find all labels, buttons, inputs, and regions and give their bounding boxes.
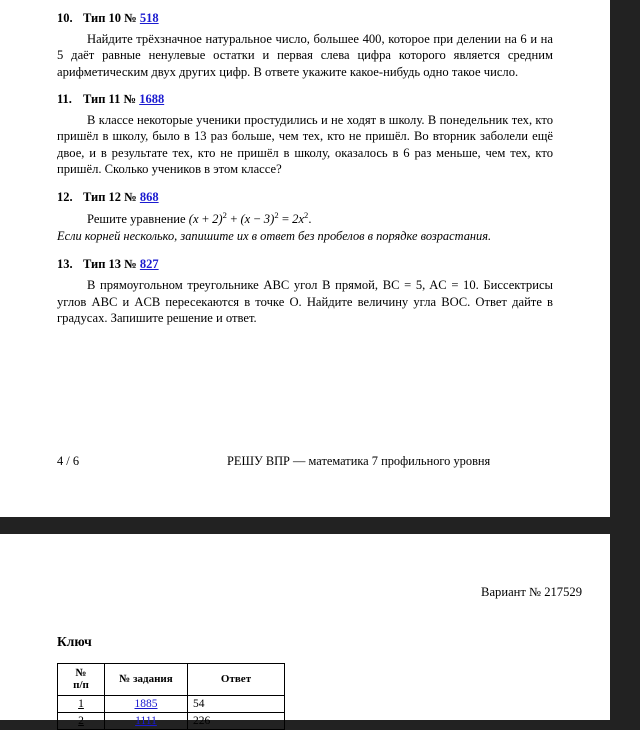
task-heading-13 <box>57 257 553 272</box>
cell-row-number <box>58 695 105 712</box>
task-block-10 <box>57 11 553 80</box>
task-id-link-11[interactable]: 1688 <box>139 92 165 107</box>
task-type-label-11: Тип 11 № <box>83 92 137 107</box>
task-heading-11 <box>57 92 553 107</box>
task-number-10: 10. <box>57 11 73 25</box>
task-id-link-12[interactable]: 868 <box>139 189 159 204</box>
task-spacer-10-11 <box>57 80 553 92</box>
column-header-task-id: № задания <box>105 664 188 696</box>
table-row <box>58 695 285 712</box>
task-block-13 <box>57 257 553 326</box>
column-header-row-number-line2: п/п <box>73 679 89 692</box>
row-number-link[interactable]: 2 <box>78 714 84 727</box>
task-id-link[interactable]: 1885 <box>134 697 158 710</box>
task-block-11 <box>57 92 553 177</box>
cell-answer: 54 <box>188 695 285 712</box>
task-block-12 <box>57 190 553 245</box>
column-header-answer: Ответ <box>188 664 285 696</box>
cell-answer: 226 <box>188 712 285 729</box>
footer-page-number: 4 / 6 <box>57 454 80 468</box>
task-number-12: 12. <box>57 189 73 204</box>
top-spacer <box>57 0 553 11</box>
answer-key-title: Ключ <box>57 634 92 649</box>
document-page-2 <box>0 534 610 727</box>
answer-key-table-body <box>58 695 285 729</box>
task-text-12-prefix: Решите уравнение <box>87 211 189 226</box>
footer-document-title: РЕШУ ВПР — математика 7 профильного уровня <box>227 454 491 468</box>
column-header-row-number <box>58 664 105 696</box>
task-id-link-10[interactable]: 518 <box>139 11 159 25</box>
table-header-row <box>58 664 285 696</box>
task-text-13: В прямоугольном треугольнике ABC угол B прямой, BC = 5, AC = 10. Биссектрисы углов ABC и ACB пересекаются в точке O. Найдите величину угла BOC. Ответ дайте в градусах. Запишите решение и ответ. <box>57 278 553 325</box>
task-id-link-13[interactable]: 827 <box>139 257 159 272</box>
task-number-13: 13. <box>57 257 73 272</box>
column-header-row-number-line1: № <box>75 667 87 679</box>
task-type-label-13: Тип 13 № <box>83 257 137 272</box>
task-number-11: 11. <box>57 92 72 107</box>
task-type-label-10: Тип 10 № <box>83 11 137 25</box>
task-text-11: В классе некоторые ученики простудились и не ходят в школу. В понедельник тех, кто пришёл в школу, было в 13 раз больше, чем тех, кто не пришёл. Во вторник заболели ещё двое, и в результате тех, кто не пришёл в школу, оказалось в 6 раз меньше, чем тех, кто пришёл. Сколько учеников в этом классе? <box>57 113 553 177</box>
task-spacer-11-12 <box>57 178 553 190</box>
cell-task-id <box>105 712 188 729</box>
task-heading-10 <box>57 11 553 26</box>
task-note-12: Если корней несколько, запишите их в ответ без пробелов в порядке возрастания. <box>57 229 492 244</box>
variant-label: Вариант № 217529 <box>481 585 582 599</box>
task-equation-12: $(x + 2)^2 + (x - 3)^2 = 2x^2$. <box>188 209 312 226</box>
cell-row-number <box>58 712 105 729</box>
table-row <box>58 712 285 729</box>
task-text-10: Найдите трёхзначное натуральное число, большее 400, которое при делении на 6 и на 5 даёт равные ненулевые остатки и первая слева цифра которого является средним арифметическим двух других цифр. В ответе укажите какое-нибудь одно такое число. <box>57 32 553 79</box>
task-spacer-12-13 <box>57 244 553 257</box>
cell-task-id <box>105 695 188 712</box>
answer-key-table-head <box>58 664 285 696</box>
task-type-label-12: Тип 12 № <box>83 189 137 204</box>
task-text-12 <box>57 210 553 228</box>
task-id-link[interactable]: 1111 <box>135 714 157 727</box>
row-number-link[interactable]: 1 <box>78 697 84 710</box>
task-heading-12 <box>57 190 553 205</box>
